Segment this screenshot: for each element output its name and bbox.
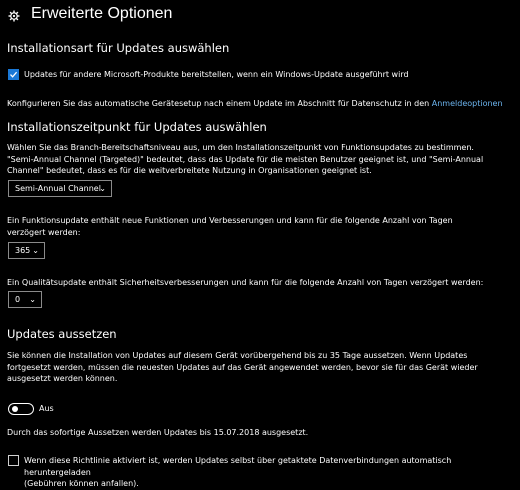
channel-select[interactable] [8, 180, 112, 197]
gear-icon [8, 10, 20, 22]
install-type-heading: Installationsart für Updates auswählen [7, 41, 230, 55]
feature-days-select[interactable] [8, 242, 45, 259]
quality-days-select[interactable] [8, 291, 42, 308]
pause-updates-heading: Updates aussetzen [7, 327, 117, 341]
pause-description: Sie können die Installation von Updates auf diesem Gerät vorübergehend bis zu 35 Tage aussetzen. Wenn Updates fortgesetzt werden, müssen die neuesten Updates auf das Gerät angewendet werden, bevor sie für das Gerät wieder ausgesetzt werden können. [7, 351, 478, 383]
chevron-down-icon: ⌄ [29, 295, 36, 304]
checkmark-icon [9, 70, 18, 79]
setup-text [7, 98, 503, 110]
metered-label[interactable]: Wenn diese Richtlinie aktiviert ist, werden Updates selbst über getaktete Datenverbindungen automatisch heruntergeladen (Gebühren können anfallen). [24, 456, 452, 488]
header-icon [8, 7, 20, 19]
toggle-knob [12, 406, 18, 412]
chevron-down-icon: ⌄ [32, 246, 39, 255]
feature-update-text: Ein Funktionsupdate enthält neue Funktionen und Verbesserungen und kann für die folgende Anzahl von Tagen verzögert werden: [7, 216, 453, 237]
chevron-down-icon: ⌄ [99, 184, 106, 193]
pause-toggle-label: Aus [39, 404, 54, 413]
other-products-label[interactable]: Updates für andere Microsoft-Produkte bereitstellen, wenn ein Windows-Update ausgeführt wird [24, 70, 409, 79]
other-products-checkbox[interactable] [8, 69, 19, 80]
install-time-heading: Installationszeitpunkt für Updates auswählen [7, 120, 267, 134]
channel-description: Wählen Sie das Branch-Bereitschaftsniveau aus, um den Installationszeitpunkt von Funktionsupdates zu bestimmen. "Semi-Annual Channel (Targeted)" bedeutet, dass das Update für die meisten Benutzer geeignet ist, und "Semi-Annual Channel" bedeutet, dass es für die weitverbreitete Nutzung in Organisationen geeignet ist. [7, 143, 484, 175]
channel-select-value: Semi-Annual Channel [15, 184, 101, 193]
feature-days-value: 365 [15, 246, 31, 255]
metered-checkbox[interactable] [8, 455, 19, 466]
quality-days-value: 0 [15, 295, 21, 304]
page-title: Erweiterte Optionen [31, 5, 173, 22]
pause-until-text: Durch das sofortige Aussetzen werden Updates bis 15.07.2018 ausgesetzt. [7, 428, 309, 437]
sign-in-options-link[interactable]: Anmeldeoptionen [431, 99, 503, 108]
quality-update-text: Ein Qualitätsupdate enthält Sicherheitsverbesserungen und kann für die folgende Anzahl von Tagen verzögert werden: [7, 278, 484, 287]
pause-toggle[interactable] [8, 403, 34, 415]
setup-text-before: Konfigurieren Sie das automatische Gerätesetup nach einem Update im Abschnitt für Datenschutz in den [7, 99, 432, 108]
